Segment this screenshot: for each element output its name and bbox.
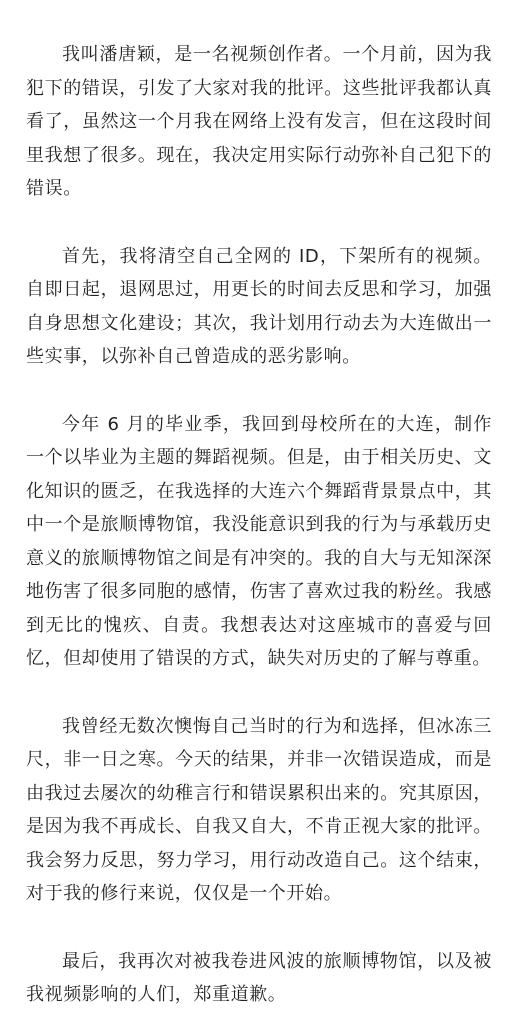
paragraph-apology: 最后，我再次对被我卷进风波的旅顺博物馆，以及被我视频影响的人们，郑重道歉。	[26, 950, 492, 1005]
paragraph-introduction: 我叫潘唐颖，是一名视频创作者。一个月前，因为我犯下的错误，引发了大家对我的批评。这些批评我都认真看了，虽然这一个月我在网络上没有发言，但在这段时间里我想了很多。现在，我决定用实际行动弥补自己犯下的错误。	[26, 44, 492, 199]
paragraph-reflection: 我曾经无数次懊悔自己当时的行为和选择，但冰冻三尺，非一日之寒。今天的结果，并非一次错误造成，而是由我过去屡次的幼稚言行和错误累积出来的。究其原因，是因为我不再成长、自我又自大，不肯正视大家的批评。我会努力反思，努力学习，用行动改造自己。这个结束，对于我的修行来说，仅仅是一个开始。	[26, 715, 492, 904]
paragraph-incident: 今年 6 月的毕业季，我回到母校所在的大连，制作一个以毕业为主题的舞蹈视频。但是，由于相关历史、文化知识的匮乏，在我选择的大连六个舞蹈背景景点中，其中一个是旅顺博物馆，我没能意识到我的行为与承载历史意义的旅顺博物馆之间是有冲突的。我的自大与无知深深地伤害了很多同胞的感情，伤害了喜欢过我的粉丝。我感到无比的愧疚、自责。我想表达对这座城市的喜爱与回忆，但却使用了错误的方式，缺失对历史的了解与尊重。	[26, 413, 492, 669]
paragraph-actions: 首先，我将清空自己全网的 ID，下架所有的视频。自即日起，退网思过，用更长的时间去反思和学习，加强自身思想文化建设；其次，我计划用行动去为大连做出一些实事，以弥补自己曾造成的恶劣影响。	[26, 245, 492, 367]
